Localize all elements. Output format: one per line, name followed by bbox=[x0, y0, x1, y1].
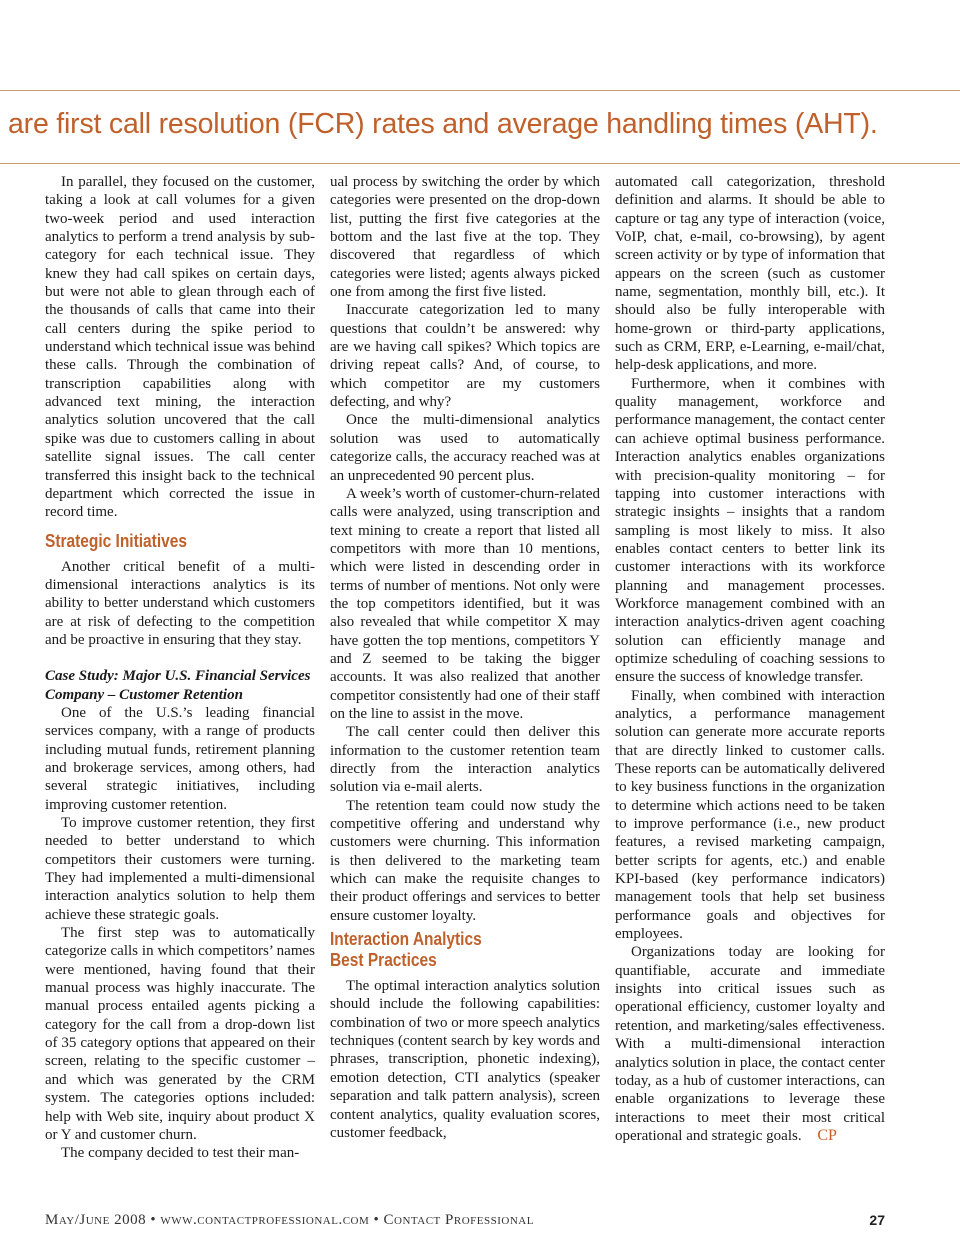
paragraph: Inaccurate categorization led to many questions that couldn’t be answered: why are we having call spikes? Which topics are driving repeat calls? And, of course, to which competitor are my customers defecting, and why? bbox=[330, 302, 600, 411]
end-of-article-mark: CP bbox=[817, 1126, 837, 1144]
page-footer: May/June 2008 • www.contactprofessional.com • Contact Professional bbox=[45, 1212, 534, 1228]
paragraph-text: Organizations today are looking for quantifiable, accurate and immediate insights into critical issues such as operational efficiency, customer loyalty and retention, and marketing/sales effectiveness. With a multi-dimensional interaction analytics solution in place, the contact center today, as a hub of customer interactions, can enable organizations to leverage these interactions to meet their most critical operational and strategic goals. bbox=[615, 944, 885, 1144]
article-column-1 bbox=[45, 173, 315, 1163]
paragraph: In parallel, they focused on the customer, taking a look at call volumes for a given two-week period and used interaction analytics to perform a trend analysis by sub-category for each technical issue. They knew they had call spikes on certain days, but were not able to glean through each of the thousands of calls that came into their call centers during the spike period to understand which technical issue was behind these calls. Through the combination of transcription capabilities along with advanced text mining, the interaction analytics solution uncovered that the call spike was due to customers calling in about satellite signal issues. The call center transferred this insight back to the technical department which corrected the issue in record time. bbox=[45, 174, 315, 521]
top-rule bbox=[0, 90, 960, 91]
case-study-heading: Case Study: Major U.S. Financial Services Company – Customer Retention bbox=[45, 668, 311, 703]
pull-quote: are first call resolution (FCR) rates and average handling times (AHT). bbox=[8, 108, 878, 140]
pull-quote-rule bbox=[0, 163, 960, 164]
paragraph: Once the multi-dimensional analytics solution was used to automatically categorize calls, the accuracy reached was at an unprecedented 90 percent plus. bbox=[330, 412, 600, 484]
section-heading-strategic-initiatives: Strategic Initiatives bbox=[45, 530, 187, 551]
paragraph: Finally, when combined with interaction analytics, a performance management solution can generate more accurate reports that are directly linked to customer calls. These reports can be automatically delivered to key business functions in the organization to determine which actions need to be taken to improve performance (i.e., new product features, a revised marketing campaign, better scripts for agents, etc.) and enable KPI-based (key performance indicators) management tools that help set business performance goals and objectives for employees. bbox=[615, 687, 885, 943]
heading-line-1: Interaction Analytics bbox=[330, 929, 482, 950]
paragraph: The retention team could now study the competitive offering and understand why customers were churning. This information is then delivered to the marketing team which can make the requisite changes to their product offerings and services to better ensure customer loyalty. bbox=[330, 797, 600, 924]
paragraph: ual process by switching the order by which categories were presented on the drop-down list, putting the first five categories at the bottom and the last five at the top. They discovered that regardless of which categories were listed; agents always picked one from among the first five listed. bbox=[330, 174, 600, 301]
paragraph: The company decided to test their man- bbox=[61, 1145, 300, 1162]
paragraph: Furthermore, when it combines with quality management, workforce and performance management, the contact center can achieve optimal business performance. Interaction analytics enables organizations with precision-quality monitoring – for tapping into customer interactions with strategic insights – insights that a random sampling is most likely to miss. It also enables contact centers to better link its customer interactions with its workforce planning and management processes. Workforce management combined with an interaction analytics-driven agent coaching solution can efficiently manage and optimize scheduling of coaching sessions to ensure the success of knowledge transfer. bbox=[615, 375, 885, 686]
paragraph: The first step was to automatically categorize calls in which competitors’ names were mentioned, having found that their manual process was highly inaccurate. The manual process entailed agents picking a category for the call from a drop-down list of 35 category options that appeared on their screen, relating to the specific customer – and which was generated by the CRM system. The categories options included: help with Web site, inquiry about product X or Y and customer churn. bbox=[45, 925, 315, 1143]
paragraph bbox=[615, 943, 885, 1145]
heading-line-2: Best Practices bbox=[330, 950, 437, 971]
section-heading-interaction-analytics bbox=[330, 929, 562, 971]
paragraph: Another critical benefit of a multi-dimensional interactions analytics is its ability to better understand which customers are at risk of defecting to the competition and be proactive in ensuring that they stay. bbox=[45, 558, 315, 648]
article-column-3 bbox=[615, 173, 885, 1145]
paragraph: The optimal interaction analytics solution should include the following capabilities: combination of two or more speech analytics techniques (content search by key words and phrases, transcription, phonetic indexing), emotion detection, CTI analytics (speaker separation and talk pattern analysis), screen content analytics, quality evaluation scores, customer feedback, bbox=[330, 978, 600, 1141]
paragraph: automated call categorization, threshold definition and alarms. It should be able to capture or tag any type of interaction (voice, VoIP, chat, e-mail, co-browsing), by agent screen activity or by type of information that appears on the screen (such as customer name, segmentation, monthly bill, etc.). It should also be fully interoperable with home-grown or third-party applications, such as CRM, ERP, e-Learning, e-mail/chat, help-desk applications, and more. bbox=[615, 174, 885, 374]
paragraph: The call center could then deliver this information to the customer retention team directly from the interaction analytics solution via e-mail alerts. bbox=[330, 724, 600, 796]
article-column-2 bbox=[330, 173, 600, 1142]
paragraph: To improve customer retention, they first needed to better understand to which competitors their customers were turning. They had implemented a multi-dimensional interaction analytics solution to help them achieve these strategic goals. bbox=[45, 815, 315, 923]
paragraph: A week’s worth of customer-churn-related calls were analyzed, using transcription and text mining to create a report that listed all competitors with more than 10 mentions, which were listed in descending order in terms of number of mentions. Not only were the top competitors identified, but it was also revealed that while competitor X may have gotten the top mentions, competitors Y and Z seemed to be taking the bigger accounts. It was also realized that another competitor consistently had one of their staff on the line to assist in the move. bbox=[330, 485, 600, 722]
page-number: 27 bbox=[869, 1212, 885, 1228]
paragraph: One of the U.S.’s leading financial services company, with a range of products including mutual funds, retirement planning and brokerage services, among others, had several strategic initiatives, including improving customer retention. bbox=[45, 704, 315, 813]
